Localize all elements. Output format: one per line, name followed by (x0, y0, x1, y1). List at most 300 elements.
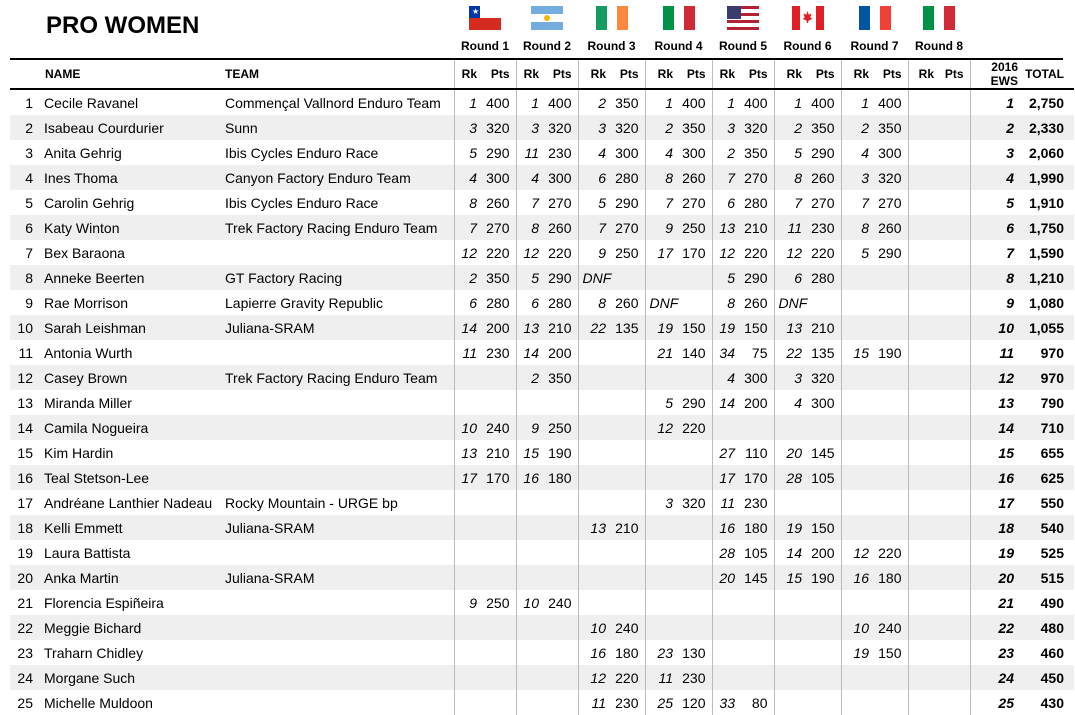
round-points-cell: 270 (811, 194, 835, 211)
total-points-cell: 710 (1022, 415, 1074, 440)
round-points-cell: 280 (806, 265, 841, 290)
team-cell (225, 340, 454, 365)
position-cell: 18 (10, 515, 44, 540)
round-points-cell: 200 (548, 344, 572, 361)
rider-name-cell: Andréane Lanthier Nadeau (44, 494, 213, 511)
round-points-cell (938, 215, 970, 240)
team-cell (225, 665, 454, 690)
team-cell: Trek Factory Racing Enduro Team (225, 365, 454, 390)
round-points-cell (739, 590, 774, 615)
round-rank-cell: 10 (578, 615, 610, 640)
round-points-cell (938, 415, 970, 440)
round-rank-cell (908, 115, 938, 140)
round-rank-cell: 19 (645, 315, 677, 340)
round-rank-cell: 28 (712, 540, 739, 565)
ews-rank-cell: 6 (970, 215, 1022, 240)
round-points-cell: 210 (806, 315, 841, 340)
round-rank-cell (774, 490, 806, 515)
round-rank-cell (454, 565, 481, 590)
round-points-cell: 290 (739, 265, 774, 290)
round-rank-cell: 15 (516, 440, 543, 465)
table-row (10, 565, 1074, 590)
total-points-cell: 525 (1040, 544, 1064, 561)
ews-rank-cell: 1 (970, 89, 1022, 115)
rk-header: Rk (908, 60, 938, 89)
round-points-cell: 320 (806, 365, 841, 390)
round-rank-cell: 3 (516, 115, 543, 140)
total-points-cell: 490 (1040, 594, 1064, 611)
round-rank-cell: 33 (712, 690, 739, 715)
round-points-cell (873, 465, 908, 490)
round-rank-cell (645, 590, 677, 615)
rk-header: Rk (516, 60, 543, 89)
round-points-cell (873, 290, 908, 315)
round-points-cell: 145 (811, 444, 835, 461)
round-rank-cell (516, 490, 543, 515)
round-points-cell (543, 515, 578, 540)
round-rank-cell: 20 (774, 440, 806, 465)
round-points-cell: 290 (486, 144, 510, 161)
round-points-cell (677, 565, 712, 590)
round-rank-cell (774, 590, 806, 615)
position-cell: 3 (25, 144, 33, 161)
round-rank-cell: 13 (578, 515, 610, 540)
table-row (10, 615, 1074, 640)
rider-name-cell: Carolin Gehrig (44, 194, 135, 211)
round-points-cell: 290 (682, 394, 706, 411)
position-cell: 19 (17, 544, 33, 561)
round-points-cell (873, 690, 908, 715)
total-header: TOTAL (1022, 60, 1074, 89)
round-points-cell: 240 (873, 615, 908, 640)
round-rank-cell (454, 615, 481, 640)
round-rank-cell: 7 (516, 190, 543, 215)
round-points-cell (610, 415, 645, 440)
round-points-cell: 270 (878, 194, 902, 211)
rider-name-cell: Kelli Emmett (44, 515, 225, 540)
round-rank-cell (908, 140, 938, 165)
round-rank-cell: 8 (645, 165, 677, 190)
round-points-cell (739, 665, 774, 690)
standings-body (10, 89, 1074, 715)
round-label: Round 2 (523, 39, 571, 53)
round-rank-cell (578, 540, 610, 565)
round-points-cell: 280 (486, 294, 510, 311)
round-points-cell: 180 (615, 644, 639, 661)
round-points-cell (543, 390, 578, 415)
round-points-cell: 350 (806, 115, 841, 140)
table-row (10, 190, 1074, 215)
position-cell: 22 (10, 615, 44, 640)
round-rank-cell (908, 265, 938, 290)
position-cell: 4 (10, 165, 44, 190)
round-points-cell: 400 (811, 94, 835, 111)
round-rank-cell: 19 (774, 515, 806, 540)
rider-name-cell: Bex Baraona (44, 244, 125, 261)
round-points-cell: 150 (739, 315, 774, 340)
table-row (10, 89, 1074, 115)
round-rank-cell (454, 365, 481, 390)
round-label: Round 8 (915, 39, 963, 53)
round-points-cell: 230 (677, 665, 712, 690)
round-rank-cell (908, 240, 938, 265)
team-cell (225, 465, 454, 490)
team-cell: Trek Factory Racing Enduro Team (225, 215, 454, 240)
round-rank-cell: 1 (774, 89, 806, 115)
round-points-cell (938, 315, 970, 340)
pos-header (10, 60, 44, 89)
round-rank-cell (908, 515, 938, 540)
round-rank-cell: 6 (712, 190, 739, 215)
round-8-header (907, 6, 971, 53)
team-cell (225, 440, 454, 465)
position-cell: 15 (17, 444, 33, 461)
table-row (10, 640, 1074, 665)
round-points-cell (938, 565, 970, 590)
pts-header: Pts (677, 60, 712, 89)
round-rank-cell (516, 540, 543, 565)
round-rank-cell: 7 (774, 190, 806, 215)
ews-rank-cell: 21 (970, 590, 1022, 615)
rider-name-cell: Cecile Ravanel (44, 94, 139, 111)
round-rank-cell (578, 565, 610, 590)
total-points-cell: 2,330 (1022, 115, 1074, 140)
team-cell: Commençal Vallnord Enduro Team (225, 94, 441, 111)
round-points-cell: 150 (878, 644, 902, 661)
round-points-cell: 170 (739, 465, 774, 490)
rider-name-cell: Camila Nogueira (44, 415, 225, 440)
round-rank-cell: 8 (841, 215, 873, 240)
round-points-cell: 210 (486, 444, 510, 461)
round-points-cell: 145 (739, 565, 774, 590)
round-rank-cell: 5 (645, 390, 677, 415)
round-points-cell (806, 640, 841, 665)
standings-table (10, 60, 1074, 715)
round-rank-cell: 34 (712, 340, 739, 365)
team-cell (225, 690, 454, 715)
round-result-dnf: DNF (645, 290, 712, 315)
table-row (10, 340, 1074, 365)
round-rank-cell (516, 615, 543, 640)
round-rank-cell: 10 (841, 615, 873, 640)
round-points-cell (739, 640, 774, 665)
round-rank-cell: 2 (645, 115, 677, 140)
round-rank-cell (908, 465, 938, 490)
round-points-cell (610, 440, 645, 465)
round-rank-cell (774, 615, 806, 640)
round-rank-cell (454, 640, 481, 665)
team-cell: Juliana-SRAM (225, 565, 454, 590)
round-points-cell (677, 615, 712, 640)
team-cell (225, 390, 454, 415)
ews-rank-cell: 22 (970, 615, 1022, 640)
round-points-cell (543, 615, 578, 640)
rk-header: Rk (578, 60, 610, 89)
pts-header: Pts (938, 60, 970, 89)
ews-rank-cell: 17 (970, 490, 1022, 515)
round-result-dnf: DNF (578, 265, 645, 290)
round-points-cell (873, 315, 908, 340)
round-points-cell (806, 690, 841, 715)
round-rank-cell (841, 365, 873, 390)
round-rank-cell: 19 (712, 315, 739, 340)
round-points-cell: 350 (615, 94, 639, 111)
pts-header: Pts (806, 60, 841, 89)
round-points-cell: 350 (873, 115, 908, 140)
pts-header: Pts (543, 60, 578, 89)
round-points-cell (873, 440, 908, 465)
round-points-cell: 130 (682, 644, 706, 661)
round-points-cell: 320 (481, 115, 516, 140)
team-cell: Ibis Cycles Enduro Race (225, 144, 379, 161)
table-row (10, 440, 1074, 465)
round-rank-cell (516, 640, 543, 665)
round-rank-cell (578, 440, 610, 465)
round-label: Round 5 (719, 39, 767, 53)
round-rank-cell: 4 (454, 165, 481, 190)
round-rank-cell (712, 590, 739, 615)
round-rank-cell: 5 (841, 240, 873, 265)
round-points-cell: 280 (610, 165, 645, 190)
round-rank-cell: 6 (774, 265, 806, 290)
round-rank-cell (712, 615, 739, 640)
round-points-cell: 250 (543, 415, 578, 440)
round-rank-cell: 16 (841, 565, 873, 590)
round-rank-cell: 9 (516, 415, 543, 440)
round-rank-cell (645, 540, 677, 565)
pts-header: Pts (610, 60, 645, 89)
position-cell: 7 (25, 244, 33, 261)
round-rank-cell: 3 (454, 115, 481, 140)
total-points-cell: 1,210 (1022, 265, 1074, 290)
round-rank-cell: 4 (516, 165, 543, 190)
table-row (10, 465, 1074, 490)
round-rank-cell: 3 (774, 365, 806, 390)
round-5-header (711, 6, 775, 53)
round-label: Round 1 (461, 39, 509, 53)
round-points-cell (739, 615, 774, 640)
round-rank-cell: 8 (454, 190, 481, 215)
team-cell: Ibis Cycles Enduro Race (225, 194, 379, 211)
round-points-cell (677, 515, 712, 540)
team-cell: GT Factory Racing (225, 265, 454, 290)
round-points-cell (938, 590, 970, 615)
table-row (10, 215, 1074, 240)
round-rank-cell (908, 540, 938, 565)
round-rank-cell: 12 (645, 415, 677, 440)
round-points-cell: 300 (615, 144, 639, 161)
round-points-cell (481, 665, 516, 690)
italy-flag-icon (663, 6, 695, 30)
rider-name-cell: Florencia Espiñeira (44, 594, 164, 611)
round-points-cell: 180 (543, 465, 578, 490)
round-points-cell (610, 390, 645, 415)
position-cell: 20 (10, 565, 44, 590)
round-points-cell: 280 (548, 294, 572, 311)
round-rank-cell: 8 (578, 290, 610, 315)
position-cell: 5 (25, 194, 33, 211)
round-rank-cell: 8 (774, 165, 806, 190)
round-rank-cell: 14 (454, 315, 481, 340)
round-rank-cell (908, 190, 938, 215)
round-points-cell (938, 140, 970, 165)
round-points-cell (610, 590, 645, 615)
rider-name-cell: Meggie Bichard (44, 615, 225, 640)
round-points-cell: 190 (548, 444, 572, 461)
round-points-cell: 350 (744, 144, 768, 161)
round-rank-cell (578, 465, 610, 490)
round-points-cell (938, 340, 970, 365)
round-rank-cell (645, 365, 677, 390)
round-label: Round 4 (654, 39, 703, 53)
round-points-cell: 190 (806, 565, 841, 590)
round-points-cell (938, 490, 970, 515)
round-points-cell (873, 590, 908, 615)
team-cell: Rocky Mountain - URGE bp (225, 494, 398, 511)
round-points-cell: 350 (543, 365, 578, 390)
round-rank-cell (908, 690, 938, 715)
round-points-cell: 250 (486, 594, 510, 611)
italy-flag-icon (923, 6, 955, 30)
ews-rank-cell: 16 (970, 465, 1022, 490)
table-row (10, 590, 1074, 615)
round-points-cell: 280 (744, 194, 768, 211)
round-rank-cell (908, 440, 938, 465)
round-rank-cell (841, 265, 873, 290)
round-points-cell: 300 (682, 144, 706, 161)
round-rank-cell: 2 (774, 115, 806, 140)
total-points-cell: 1,055 (1022, 315, 1074, 340)
total-points-cell: 1,990 (1022, 165, 1074, 190)
total-points-cell: 970 (1040, 344, 1064, 361)
round-points-cell (481, 540, 516, 565)
round-points-cell (938, 365, 970, 390)
round-points-cell: 210 (543, 315, 578, 340)
round-points-cell: 260 (806, 165, 841, 190)
round-rank-cell (908, 165, 938, 190)
round-points-cell (938, 240, 970, 265)
round-points-cell: 200 (481, 315, 516, 340)
round-rank-cell (841, 665, 873, 690)
round-points-cell (938, 265, 970, 290)
round-points-cell: 250 (677, 215, 712, 240)
round-points-cell: 190 (878, 344, 902, 361)
round-rank-cell: 3 (712, 115, 739, 140)
round-rank-cell: 1 (645, 89, 677, 115)
total-points-cell: 655 (1040, 444, 1064, 461)
round-rank-cell: 6 (578, 165, 610, 190)
total-points-cell: 1,750 (1022, 215, 1074, 240)
round-points-cell (873, 515, 908, 540)
round-label: Round 6 (783, 39, 832, 53)
round-points-cell (610, 365, 645, 390)
round-rank-cell (516, 390, 543, 415)
round-points-cell: 150 (806, 515, 841, 540)
round-rank-cell: 12 (516, 240, 543, 265)
round-rank-cell (841, 415, 873, 440)
round-points-cell: 300 (878, 144, 902, 161)
table-row (10, 515, 1074, 540)
round-label: Round 7 (850, 39, 899, 53)
team-cell: Canyon Factory Enduro Team (225, 165, 454, 190)
round-points-cell (938, 390, 970, 415)
round-rank-cell (516, 515, 543, 540)
round-points-cell (806, 615, 841, 640)
round-points-cell: 240 (548, 594, 572, 611)
round-rank-cell (774, 415, 806, 440)
round-rank-cell: 13 (774, 315, 806, 340)
round-rank-cell: 14 (774, 540, 806, 565)
column-header-row (10, 60, 1074, 89)
round-points-cell: 300 (811, 394, 835, 411)
position-cell: 11 (18, 344, 33, 361)
rk-header: Rk (645, 60, 677, 89)
round-rank-cell: 1 (712, 89, 739, 115)
ews-rank-cell: 24 (970, 665, 1022, 690)
round-points-cell: 220 (486, 244, 510, 261)
ews-rank-cell: 7 (970, 240, 1022, 265)
round-points-cell: 240 (481, 415, 516, 440)
round-rank-cell: 4 (841, 140, 873, 165)
round-points-cell (610, 540, 645, 565)
total-points-cell: 970 (1022, 365, 1074, 390)
round-rank-cell: 6 (516, 290, 543, 315)
round-points-cell: 220 (811, 244, 835, 261)
round-points-cell: 320 (739, 115, 774, 140)
round-points-cell (873, 265, 908, 290)
round-rank-cell (578, 390, 610, 415)
round-rank-cell (578, 415, 610, 440)
position-cell: 24 (10, 665, 44, 690)
rider-name-cell: Sarah Leishman (44, 315, 225, 340)
round-points-cell: 260 (677, 165, 712, 190)
rider-name-cell: Morgane Such (44, 665, 225, 690)
round-rank-cell: 21 (645, 340, 677, 365)
rider-name-cell: Katy Winton (44, 215, 225, 240)
round-rank-cell: 27 (712, 440, 739, 465)
round-rank-cell: 2 (712, 140, 739, 165)
round-points-cell (938, 640, 970, 665)
round-rank-cell (908, 390, 938, 415)
round-rank-cell: 10 (516, 590, 543, 615)
round-points-cell (806, 415, 841, 440)
round-points-cell (938, 665, 970, 690)
round-points-cell: 230 (486, 344, 510, 361)
round-points-cell: 300 (739, 365, 774, 390)
round-points-cell (873, 390, 908, 415)
round-points-cell (938, 440, 970, 465)
position-cell: 12 (10, 365, 44, 390)
round-rank-cell (908, 215, 938, 240)
ews-rank-cell: 25 (970, 690, 1022, 715)
round-rank-cell (908, 89, 938, 115)
round-rank-cell: 14 (516, 340, 543, 365)
round-rank-cell (645, 515, 677, 540)
round-rank-cell: 12 (774, 240, 806, 265)
round-points-cell: 320 (682, 494, 706, 511)
round-rank-cell: 11 (578, 690, 610, 715)
round-rank-cell (908, 665, 938, 690)
round-points-cell: 230 (615, 694, 639, 711)
round-label: Round 3 (587, 39, 636, 53)
round-points-cell: 180 (873, 565, 908, 590)
round-points-cell (873, 365, 908, 390)
pts-header: Pts (873, 60, 908, 89)
round-rank-cell: 1 (454, 89, 481, 115)
round-rank-cell: 12 (454, 240, 481, 265)
ews-rank-cell: 2 (970, 115, 1022, 140)
round-points-cell: 230 (744, 494, 768, 511)
